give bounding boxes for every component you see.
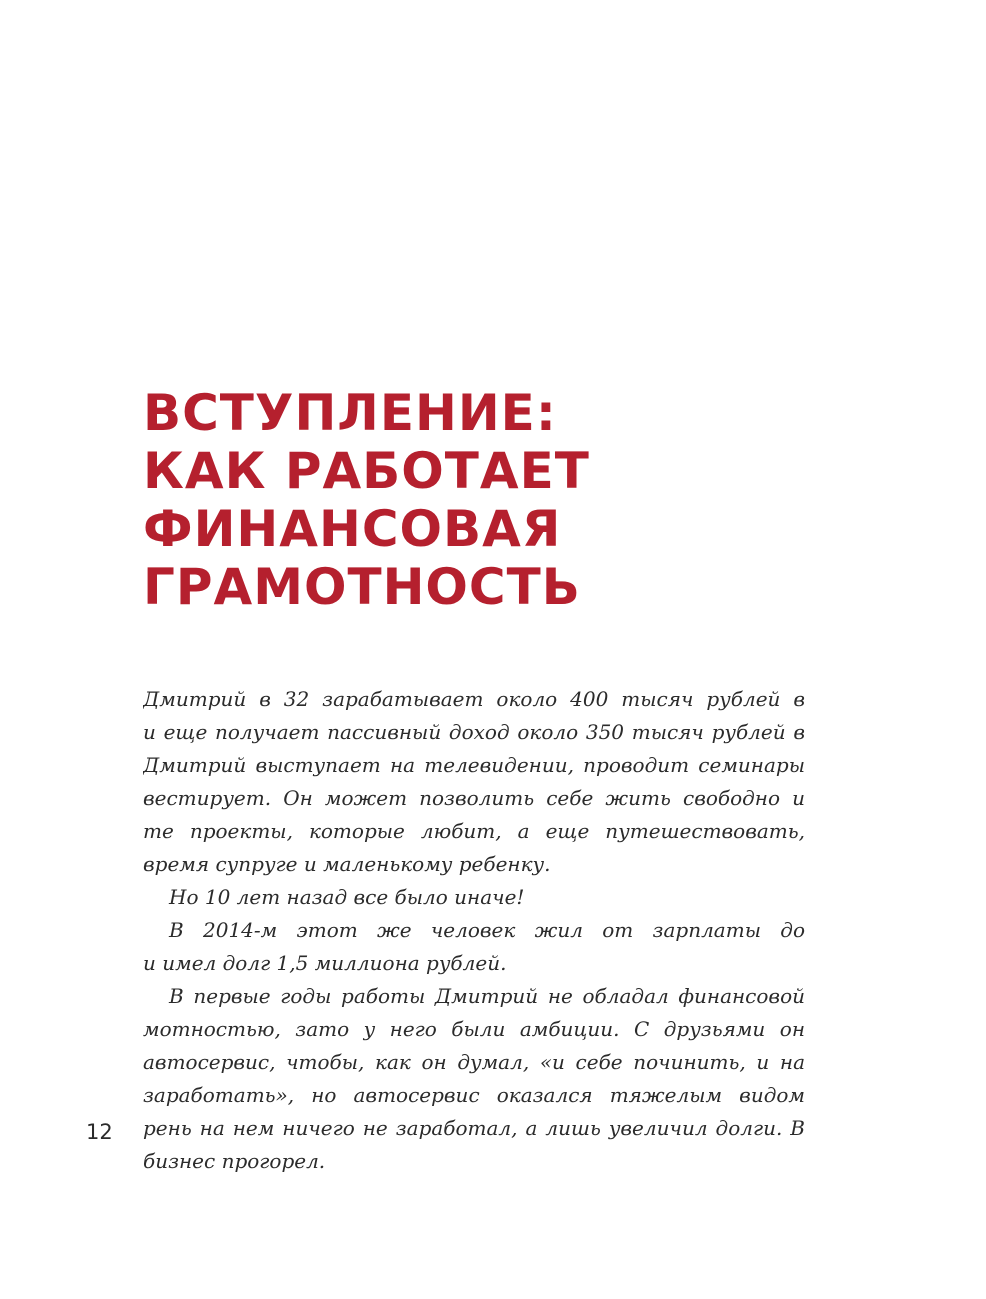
text-line: В первые годы работы Дмитрий не обладал финансовой	[169, 984, 805, 1008]
text-line: те проекты, которые любит, а еще путешествовать,	[143, 819, 805, 843]
text-line: автосервис, чтобы, как он думал, «и себе починить, и на	[143, 1050, 805, 1074]
text-line: рень на нем ничего не заработал, а лишь увеличил долги. В	[143, 1116, 805, 1140]
chapter-title-line: КАК РАБОТАЕТ	[143, 442, 590, 500]
page-number: 12	[86, 1120, 113, 1144]
text-line: и еще получает пассивный доход около 350 тысяч рублей в	[143, 720, 805, 744]
chapter-title-line: ГРАМОТНОСТЬ	[143, 558, 581, 616]
chapter-title-line: ВСТУПЛЕНИЕ:	[143, 384, 557, 442]
text-line: время супруге и маленькому ребенку.	[143, 852, 551, 876]
chapter-title-line: ФИНАНСОВАЯ	[143, 500, 562, 558]
text-line: В 2014-м этот же человек жил от зарплаты до	[169, 918, 805, 942]
body-text	[143, 683, 805, 1178]
text-line: бизнес прогорел.	[143, 1149, 326, 1173]
text-line: Но 10 лет назад все было иначе!	[169, 885, 525, 909]
text-line: Дмитрий в 32 зарабатывает около 400 тысяч рублей в	[143, 687, 805, 711]
text-line: заработать», но автосервис оказался тяжелым видом	[143, 1083, 805, 1107]
text-line: и имел долг 1,5 миллиона рублей.	[143, 951, 507, 975]
chapter-title	[143, 384, 843, 616]
text-line: мотностью, зато у него были амбиции. С друзьями он	[143, 1017, 805, 1041]
text-line: вестирует. Он может позволить себе жить свободно и	[143, 786, 805, 810]
text-line: Дмитрий выступает на телевидении, проводит семинары	[143, 753, 805, 777]
